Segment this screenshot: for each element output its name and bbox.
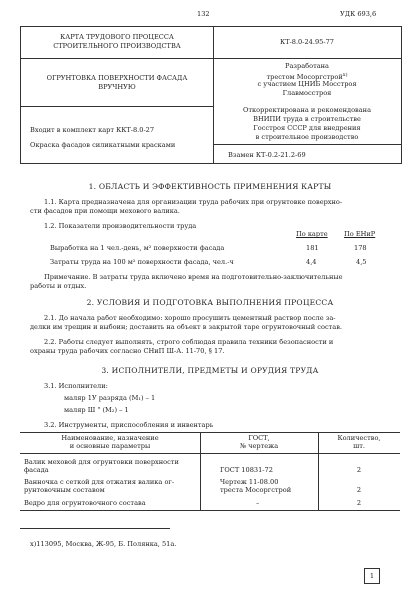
recommendation-line-1: Откорректирована и рекомендована — [242, 106, 372, 114]
footnote-rule — [20, 528, 170, 529]
metric-row-2-enir: 4,5 — [356, 258, 367, 266]
table-header-name-2: и основные параметры — [69, 442, 151, 450]
section-3-p1: 3.1. Исполнители: — [44, 382, 108, 390]
table-row-1-qty: 2 — [356, 466, 362, 474]
footnote-address: x)113095, Москва, Ж-95, Б. Полянка, 51а. — [30, 540, 177, 548]
table-row-1-name-2: фасада — [24, 466, 49, 474]
table-header-line — [20, 453, 400, 454]
table-row-1-name-1: Валик меховой для огрунтовки поверхности — [24, 458, 179, 466]
note-line-2: работы и отдых. — [30, 282, 87, 290]
table-row-2-gost-1: Чертеж 11-08.00 — [220, 478, 279, 486]
table-row-1-gost: ГОСТ 10831-72 — [220, 466, 273, 474]
process-title-line-2: ВРУЧНУЮ — [98, 83, 136, 91]
metric-row-2-label: Затраты труда на 100 м² поверхности фасада, чел.-ч — [50, 258, 234, 266]
section-2-p2-line-2: охраны труда рабочих согласно СНиП Ш-А. 11-70, § 17. — [30, 347, 225, 355]
metric-row-1-enir: 178 — [354, 244, 367, 252]
developer-line-1: Разработана — [285, 62, 329, 70]
udk-code: УДК 693,6 — [340, 10, 377, 18]
table-row-2-qty: 2 — [356, 486, 362, 494]
table-row-3-qty: 2 — [356, 499, 362, 507]
section-1-p1-line-2: сти фасадов при помощи мехового валика. — [30, 207, 180, 215]
table-top-line — [20, 432, 400, 433]
section-2-p1-line-2: делки им трещин и выбоин; доставить на объект в закрытой таре огрунтовочный состав. — [30, 323, 343, 331]
recommendation-line-4: в строительное производство — [255, 133, 359, 141]
table-header-name-1: Наименование, назначение — [61, 434, 159, 442]
kit-line-2: Окраска фасадов силикатными красками — [30, 141, 176, 149]
table-bottom-line — [20, 510, 400, 511]
table-row-2-name-1: Ванночка с сеткой для отжатия валика ог- — [24, 478, 175, 486]
table-header-qty-1: Количество, — [337, 434, 381, 442]
table-row-2-name-2: рунтовочным составом — [24, 486, 105, 494]
section-1-p2: 1.2. Показатели производительности труда — [44, 222, 197, 230]
table-header-qty-2: шт. — [353, 442, 365, 450]
card-title-line-2: СТРОИТЕЛЬНОГО ПРОИЗВОДСТВА — [53, 42, 181, 50]
metric-row-1-label: Выработка на 1 чел.-день, м² поверхности фасада — [50, 244, 225, 252]
title-block-left-line — [20, 106, 214, 107]
worker-1: маляр 1У разряда (М₁) – 1 — [64, 394, 156, 402]
developer-line-2: трестом Мосоргстрой$^{x)}$ — [266, 72, 348, 82]
metric-row-2-card: 4,4 — [306, 258, 317, 266]
table-row-3-name: Ведро для огрунтовочного состава — [24, 499, 146, 507]
kit-line-1: Входит в комплект карт ККТ-8.0-27 — [30, 126, 155, 134]
table-header-gost-2: № чертежа — [239, 442, 279, 450]
replaces-code: Взамен КТ-0.2-21.2-69 — [228, 151, 306, 159]
recommendation-line-2: ВНИПИ труда в строительстве — [253, 115, 361, 123]
note-line-1: Примечание. В затраты труда включено время на подготовительно-заключительные — [44, 273, 343, 281]
table-row-3-gost: – — [256, 499, 260, 507]
section-2-p1-line-1: 2.1. До начала работ необходимо: хорошо просушить цементный раствор после за- — [44, 314, 336, 322]
col-by-enir: По ЕНиР — [344, 230, 376, 238]
footnote-mark: x) — [342, 72, 348, 78]
col-by-card: По карте — [296, 230, 328, 238]
title-block-right-line — [213, 144, 401, 145]
worker-2: маляр Ш " (М₂) – 1 — [64, 406, 129, 414]
title-block-row-line — [20, 58, 401, 59]
card-code: КТ-8.0-24.95-77 — [280, 38, 334, 46]
section-2-heading: 2. УСЛОВИЯ И ПОДГОТОВКА ВЫПОЛНЕНИЯ ПРОЦЕССА — [86, 298, 334, 307]
section-3-p2: 3.2. Инструменты, приспособления и инвентарь — [44, 421, 214, 429]
section-3-heading: 3. ИСПОЛНИТЕЛИ, ПРЕДМЕТЫ И ОРУДИЯ ТРУДА — [101, 366, 319, 375]
process-title-line-1: ОГРУНТОВКА ПОВЕРХНОСТИ ФАСАДА — [46, 74, 188, 82]
recommendation-line-3: Госстроя СССР для внедрения — [253, 124, 361, 132]
developer-line-3: с участием ЦНИБ Мосстроя — [257, 80, 357, 88]
table-header-gost-1: ГОСТ, — [248, 434, 270, 442]
page-number: 132 — [197, 10, 210, 18]
section-1-p1-line-1: 1.1. Карта предназначена для организации труда рабочих при огрунтовке поверхно- — [44, 198, 343, 206]
card-title-line-1: КАРТА ТРУДОВОГО ПРОЦЕССА — [60, 33, 174, 41]
developer-line-4: Главмосстроя — [282, 89, 332, 97]
metric-row-1-card: 181 — [306, 244, 319, 252]
table-row-2-gost-2: треста Мосоргстрой — [220, 486, 292, 494]
section-1-heading: 1. ОБЛАСТЬ И ЭФФЕКТИВНОСТЬ ПРИМЕНЕНИЯ КАРТЫ — [88, 182, 332, 191]
page-badge-number: 1 — [369, 572, 375, 580]
section-2-p2-line-1: 2.2. Работы следует выполнять, строго соблюдая правила техники безопасности и — [44, 338, 334, 346]
